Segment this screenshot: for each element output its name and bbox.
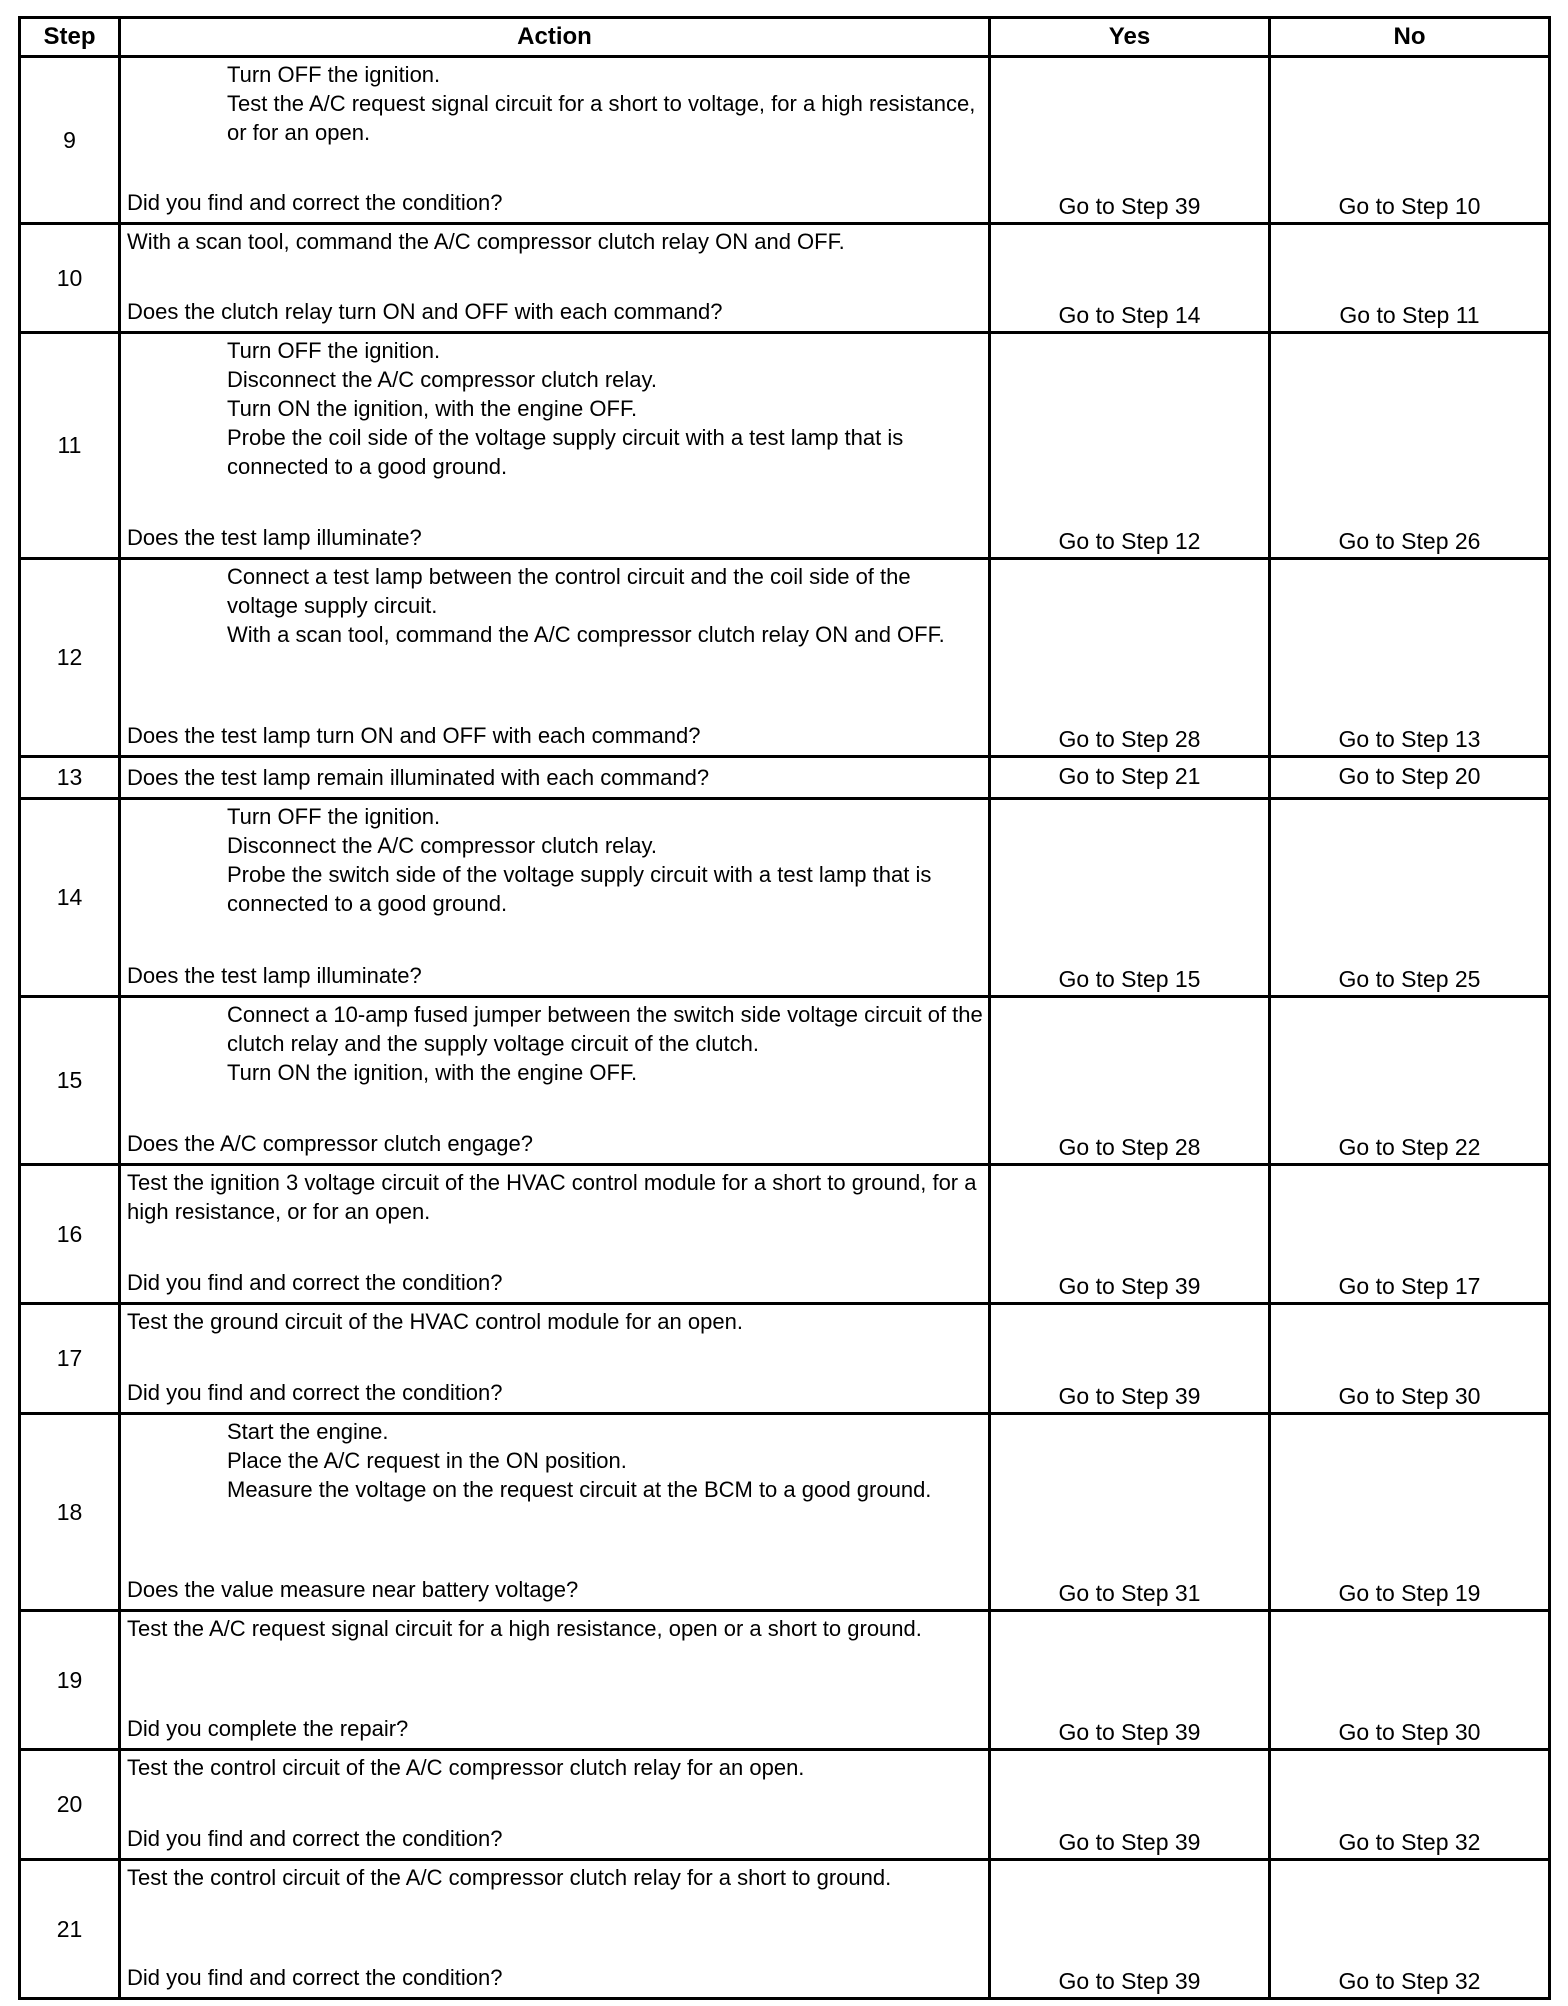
table-row bbox=[20, 757, 1550, 799]
yes-result: Go to Step 39 bbox=[1058, 1273, 1201, 1299]
action-cell bbox=[120, 1611, 990, 1750]
no-result: Go to Step 11 bbox=[1339, 302, 1480, 328]
action-text: Test the A/C request signal circuit for a high resistance, open or a short to ground. bbox=[127, 1616, 922, 1641]
action-line: Turn OFF the ignition. bbox=[227, 62, 441, 87]
action-steps bbox=[127, 1417, 984, 1504]
action-line: Connect a 10-amp fused jumper between the switch side voltage circuit of the clutch relay and the supply voltage circuit of the clutch. bbox=[227, 1002, 983, 1056]
action-header: Action bbox=[120, 18, 990, 57]
no-result: Go to Step 22 bbox=[1338, 1134, 1481, 1160]
table-row bbox=[20, 559, 1550, 757]
no-result: Go to Step 32 bbox=[1338, 1829, 1481, 1855]
action-cell bbox=[120, 333, 990, 559]
action-line: Turn ON the ignition, with the engine OFF. bbox=[227, 396, 638, 421]
yes-header: Yes bbox=[990, 18, 1270, 57]
question-text: Did you find and correct the condition? bbox=[127, 190, 503, 215]
header-row bbox=[20, 18, 1550, 57]
yes-cell bbox=[990, 757, 1270, 799]
question-text: Did you complete the repair? bbox=[127, 1716, 409, 1741]
yes-result: Go to Step 28 bbox=[1058, 1134, 1201, 1160]
yes-cell bbox=[990, 1860, 1270, 1999]
step-number: 9 bbox=[20, 57, 120, 224]
step-number: 15 bbox=[20, 997, 120, 1165]
yes-cell bbox=[990, 1750, 1270, 1860]
table-row bbox=[20, 997, 1550, 1165]
action-cell bbox=[120, 57, 990, 224]
yes-result: Go to Step 39 bbox=[1058, 1829, 1201, 1855]
step-number: 16 bbox=[20, 1165, 120, 1304]
document-page bbox=[18, 16, 1548, 2000]
yes-result: Go to Step 12 bbox=[1058, 528, 1201, 554]
step-number: 12 bbox=[20, 559, 120, 757]
step-number: 20 bbox=[20, 1750, 120, 1860]
no-result: Go to Step 10 bbox=[1338, 193, 1481, 219]
table-row bbox=[20, 1304, 1550, 1414]
no-result: Go to Step 25 bbox=[1338, 966, 1481, 992]
table-row bbox=[20, 1165, 1550, 1304]
step-number: 14 bbox=[20, 799, 120, 997]
yes-cell bbox=[990, 1414, 1270, 1611]
table-row bbox=[20, 57, 1550, 224]
action-line: Probe the coil side of the voltage supply circuit with a test lamp that is connected to a good ground. bbox=[227, 425, 904, 479]
action-cell bbox=[120, 799, 990, 997]
table-row bbox=[20, 333, 1550, 559]
yes-result: Go to Step 28 bbox=[1058, 726, 1201, 752]
yes-result: Go to Step 39 bbox=[1058, 1383, 1201, 1409]
diagnostic-table bbox=[18, 16, 1551, 2000]
question-text: Does the A/C compressor clutch engage? bbox=[127, 1131, 534, 1156]
step-number: 10 bbox=[20, 224, 120, 333]
action-cell bbox=[120, 1750, 990, 1860]
step-number: 19 bbox=[20, 1611, 120, 1750]
table-row bbox=[20, 1860, 1550, 1999]
no-cell bbox=[1270, 1414, 1550, 1611]
no-cell bbox=[1270, 997, 1550, 1165]
action-line: Turn ON the ignition, with the engine OFF. bbox=[227, 1060, 638, 1085]
step-header: Step bbox=[20, 18, 120, 57]
yes-result: Go to Step 39 bbox=[1058, 1719, 1201, 1745]
action-steps bbox=[127, 802, 984, 918]
yes-cell bbox=[990, 1304, 1270, 1414]
action-line: Connect a test lamp between the control circuit and the coil side of the voltage supply circuit. bbox=[227, 564, 911, 618]
no-cell bbox=[1270, 799, 1550, 997]
no-cell bbox=[1270, 1304, 1550, 1414]
table-row bbox=[20, 1750, 1550, 1860]
question-text: Did you find and correct the condition? bbox=[127, 1380, 503, 1405]
action-text: Test the control circuit of the A/C compressor clutch relay for an open. bbox=[127, 1755, 805, 1780]
no-cell bbox=[1270, 1165, 1550, 1304]
action-cell bbox=[120, 1414, 990, 1611]
no-cell bbox=[1270, 224, 1550, 333]
no-result: Go to Step 26 bbox=[1338, 528, 1481, 554]
question-text: Does the clutch relay turn ON and OFF with each command? bbox=[127, 299, 723, 324]
yes-cell bbox=[990, 1165, 1270, 1304]
table-row bbox=[20, 224, 1550, 333]
action-line: Disconnect the A/C compressor clutch relay. bbox=[227, 833, 657, 858]
step-number: 17 bbox=[20, 1304, 120, 1414]
action-cell bbox=[120, 757, 990, 799]
action-steps bbox=[127, 60, 984, 147]
action-text: Test the ground circuit of the HVAC control module for an open. bbox=[127, 1309, 743, 1334]
step-number: 18 bbox=[20, 1414, 120, 1611]
yes-result: Go to Step 21 bbox=[1058, 763, 1201, 789]
action-cell bbox=[120, 1165, 990, 1304]
yes-cell bbox=[990, 1611, 1270, 1750]
yes-result: Go to Step 39 bbox=[1058, 1968, 1201, 1994]
action-steps bbox=[127, 336, 984, 481]
yes-result: Go to Step 39 bbox=[1058, 193, 1201, 219]
action-line: Turn OFF the ignition. bbox=[227, 804, 441, 829]
yes-cell bbox=[990, 333, 1270, 559]
no-result: Go to Step 30 bbox=[1338, 1383, 1481, 1409]
action-line: Probe the switch side of the voltage supply circuit with a test lamp that is connected to a good ground. bbox=[227, 862, 932, 916]
yes-cell bbox=[990, 57, 1270, 224]
action-cell bbox=[120, 1860, 990, 1999]
no-cell bbox=[1270, 1750, 1550, 1860]
yes-result: Go to Step 31 bbox=[1058, 1580, 1201, 1606]
no-header: No bbox=[1270, 18, 1550, 57]
action-text: With a scan tool, command the A/C compressor clutch relay ON and OFF. bbox=[127, 229, 845, 254]
no-result: Go to Step 17 bbox=[1338, 1273, 1481, 1299]
yes-cell bbox=[990, 559, 1270, 757]
question-text: Does the test lamp illuminate? bbox=[127, 525, 422, 550]
no-result: Go to Step 13 bbox=[1338, 726, 1481, 752]
question-text: Does the value measure near battery voltage? bbox=[127, 1577, 579, 1602]
action-line: Measure the voltage on the request circuit at the BCM to a good ground. bbox=[227, 1477, 932, 1502]
action-cell bbox=[120, 224, 990, 333]
no-cell bbox=[1270, 57, 1550, 224]
table-row bbox=[20, 1611, 1550, 1750]
no-cell bbox=[1270, 1611, 1550, 1750]
question-text: Does the test lamp turn ON and OFF with each command? bbox=[127, 723, 701, 748]
action-steps bbox=[127, 1000, 984, 1087]
step-number: 13 bbox=[20, 757, 120, 799]
no-cell bbox=[1270, 559, 1550, 757]
yes-cell bbox=[990, 799, 1270, 997]
action-line: Start the engine. bbox=[227, 1419, 389, 1444]
action-cell bbox=[120, 1304, 990, 1414]
no-result: Go to Step 20 bbox=[1338, 763, 1481, 789]
action-text: Test the ignition 3 voltage circuit of the HVAC control module for a short to ground, for a high resistance, or for an open. bbox=[127, 1170, 977, 1224]
no-cell bbox=[1270, 757, 1550, 799]
question-text: Did you find and correct the condition? bbox=[127, 1826, 503, 1851]
no-cell bbox=[1270, 333, 1550, 559]
no-cell bbox=[1270, 1860, 1550, 1999]
no-result: Go to Step 32 bbox=[1338, 1968, 1481, 1994]
yes-cell bbox=[990, 224, 1270, 333]
table-row bbox=[20, 1414, 1550, 1611]
action-cell bbox=[120, 559, 990, 757]
action-text: Test the control circuit of the A/C compressor clutch relay for a short to ground. bbox=[127, 1865, 892, 1890]
step-number: 21 bbox=[20, 1860, 120, 1999]
action-steps bbox=[127, 562, 984, 649]
action-line: Turn OFF the ignition. bbox=[227, 338, 441, 363]
action-line: With a scan tool, command the A/C compressor clutch relay ON and OFF. bbox=[227, 622, 945, 647]
step-number: 11 bbox=[20, 333, 120, 559]
table-body bbox=[20, 57, 1550, 1999]
question-text: Does the test lamp remain illuminated with each command? bbox=[127, 765, 710, 790]
no-result: Go to Step 19 bbox=[1338, 1580, 1481, 1606]
question-text: Did you find and correct the condition? bbox=[127, 1965, 503, 1990]
yes-result: Go to Step 15 bbox=[1058, 966, 1201, 992]
action-cell bbox=[120, 997, 990, 1165]
question-text: Did you find and correct the condition? bbox=[127, 1270, 503, 1295]
action-line: Disconnect the A/C compressor clutch relay. bbox=[227, 367, 657, 392]
table-row bbox=[20, 799, 1550, 997]
action-line: Test the A/C request signal circuit for a short to voltage, for a high resistance, or for an open. bbox=[227, 91, 976, 145]
no-result: Go to Step 30 bbox=[1338, 1719, 1481, 1745]
question-text: Does the test lamp illuminate? bbox=[127, 963, 422, 988]
action-line: Place the A/C request in the ON position. bbox=[227, 1448, 627, 1473]
yes-cell bbox=[990, 997, 1270, 1165]
yes-result: Go to Step 14 bbox=[1058, 302, 1201, 328]
